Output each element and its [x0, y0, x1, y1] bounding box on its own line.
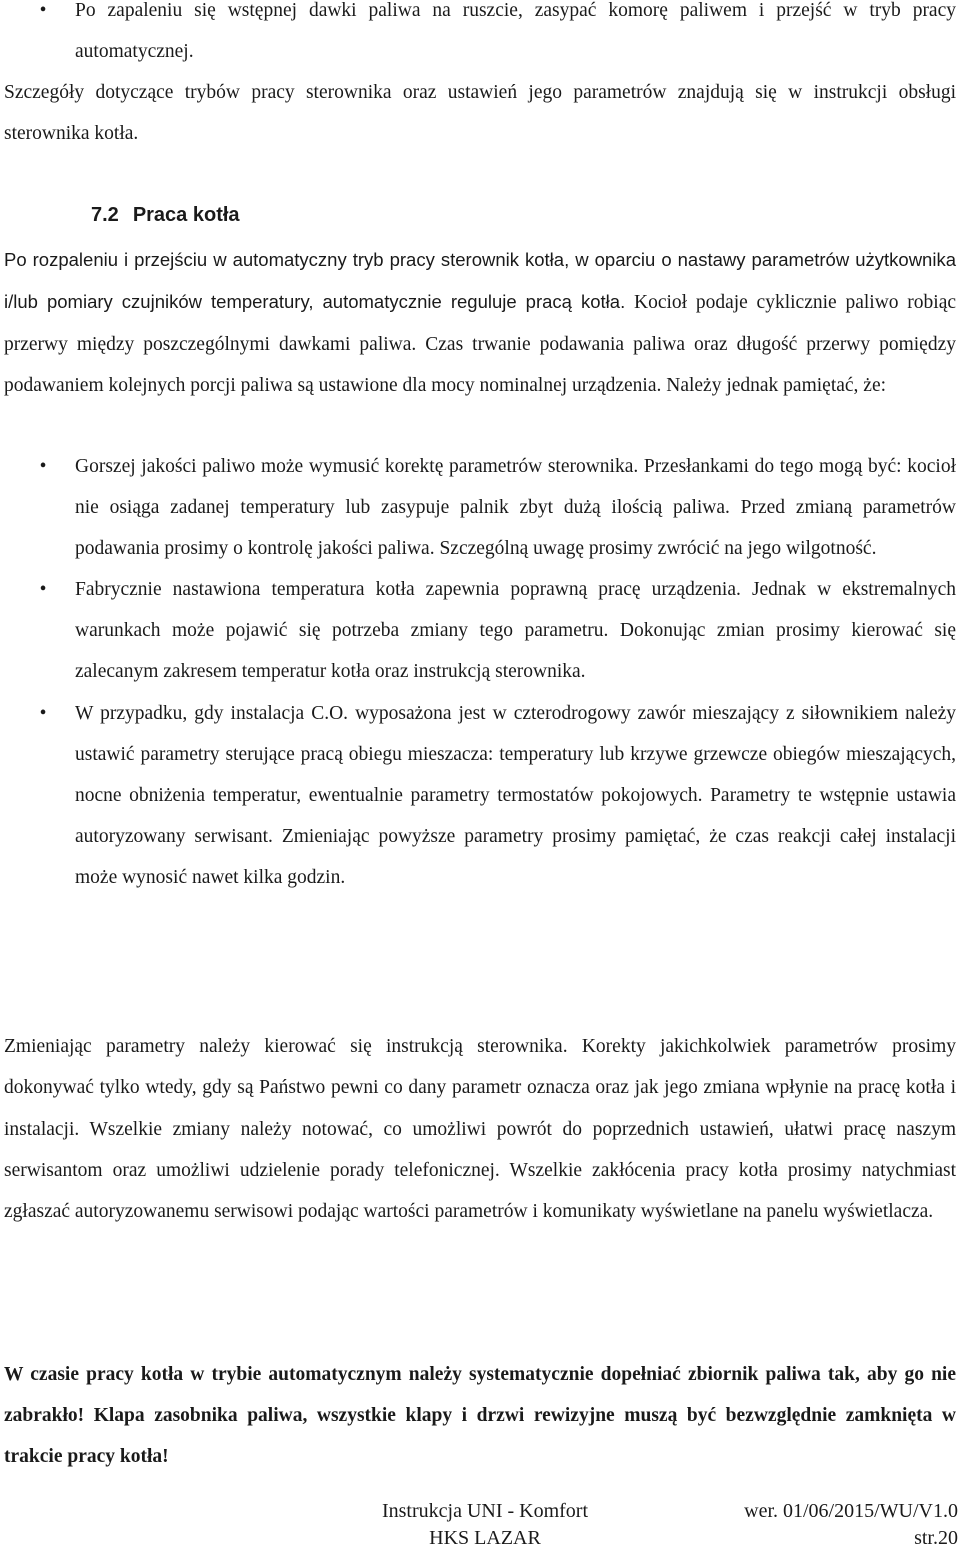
page-footer [0, 1494, 960, 1550]
footer-right [744, 1498, 958, 1552]
section-heading [91, 200, 240, 230]
bullet-icon: • [39, 579, 47, 601]
bullet-icon: • [39, 456, 47, 477]
list-item [0, 0, 960, 72]
list-item-text: Gorszej jakości paliwo może wymusić korektę parametrów sterownika. Przesłankami do tego mogą być: kocioł nie osiąga zadanej temperatury lub zasypuje palnik zbyt dużą ilością paliwa. Przed zmianą parametrów podawania prosimy o kontrolę jakości paliwa. Szczególną uwagę prosimy zwrócić na jego wilgotność. [75, 456, 956, 560]
list-item [0, 693, 960, 898]
warning-paragraph: W czasie pracy kotła w trybie automatycznym należy systematycznie dopełniać zbiornik paliwa tak, aby go nie zabrakło! Klapa zasobnika paliwa, wszystkie klapy i drzwi rewizyjne muszą być bezwzględnie zamknięta w trakcie pracy kotła! [4, 1364, 956, 1467]
intro-block [0, 0, 960, 154]
list-item-text: W przypadku, gdy instalacja C.O. wyposażona jest w czterodrogowy zawór mieszający z siłownikiem należy ustawić parametry sterujące pracą obiegu mieszacza: temperatury lub krzywe grzewcze obiegów mieszających, nocne obniżenia temperatur, ewentualnie parametry termostatów pokojowych. Parametry te wstępnie ustawia autoryzowany serwisant. Zmieniając powyższe parametry prosimy pamiętać, że czas reakcji całej instalacji może wynosić nawet kilka godzin. [75, 702, 956, 888]
footer-left [350, 1498, 620, 1552]
footer-doc-title: Instrukcja UNI - Komfort [381, 1500, 589, 1522]
bullet-list [0, 446, 960, 898]
section-paragraph-serif: Kocioł podaje cyklicznie paliwo robiąc przerwy między poszczególnymi dawkami paliwa. Czas trwanie podawania paliwa oraz długość przerwy pomiędzy podawaniem kolejnych porcji paliwa są ustawione dla mocy nominalnej urządzenia. Należy jednak pamiętać, że: [4, 292, 957, 396]
list-item-text: Fabrycznie nastawiona temperatura kotła zapewnia poprawną pracę urządzenia. Jednak w ekstremalnych warunkach może pojawić się potrzeba zmiany tego parametru. Dokonując zmian prosimy kierować się zalecanym zakresem temperatur kotła oraz instrukcją sterownika. [75, 579, 956, 683]
bullet-icon: • [39, 702, 47, 724]
section-number: 7.2 [91, 204, 119, 226]
section-paragraph [0, 239, 960, 406]
section-paragraph-sans: Po rozpaleniu i przejściu w automatyczny tryb pracy sterownik kotła, w oparciu o nastawy parametrów użytkownika i/lub pomiary czujników temperatury, automatycznie reguluje pracą kotła. [4, 249, 956, 313]
footer-version: wer. 01/06/2015/WU/V1.0 [744, 1500, 958, 1522]
section-body [0, 239, 960, 406]
footer-page-number: str.20 [914, 1527, 958, 1549]
intro-paragraph: Szczegóły dotyczące trybów pracy sterownika oraz ustawień jego parametrów znajdują się w instrukcji obsługi sterownika kotła. [4, 82, 956, 144]
bullet-icon: • [39, 0, 47, 21]
list-item [0, 446, 960, 569]
list-item [0, 569, 960, 692]
list-item-text: Po zapaleniu się wstępnej dawki paliwa na ruszcie, zasypać komorę paliwem i przejść w tryb pracy automatycznej. [75, 0, 956, 62]
section-title: Praca kotła [132, 204, 240, 226]
closing-paragraph: Zmieniając parametry należy kierować się instrukcją sterownika. Korekty jakichkolwiek parametrów prosimy dokonywać tylko wtedy, gdy są Państwo pewni co dany parametr oznacza oraz jak jego zmiana wpłynie na pracę kotła i instalacji. Wszelkie zmiany należy notować, co umożliwi powrót do poprzednich ustawień, ułatwi pracę naszym serwisantom oraz umożliwi udzielenie porady telefonicznej. Wszelkie zakłócenia pracy kotła prosimy natychmiast zgłaszać autoryzowanemu serwisowi podając wartości parametrów i komunikaty wyświetlane na panelu wyświetlacza. [4, 1036, 956, 1223]
footer-company: HKS LAZAR [429, 1527, 541, 1549]
